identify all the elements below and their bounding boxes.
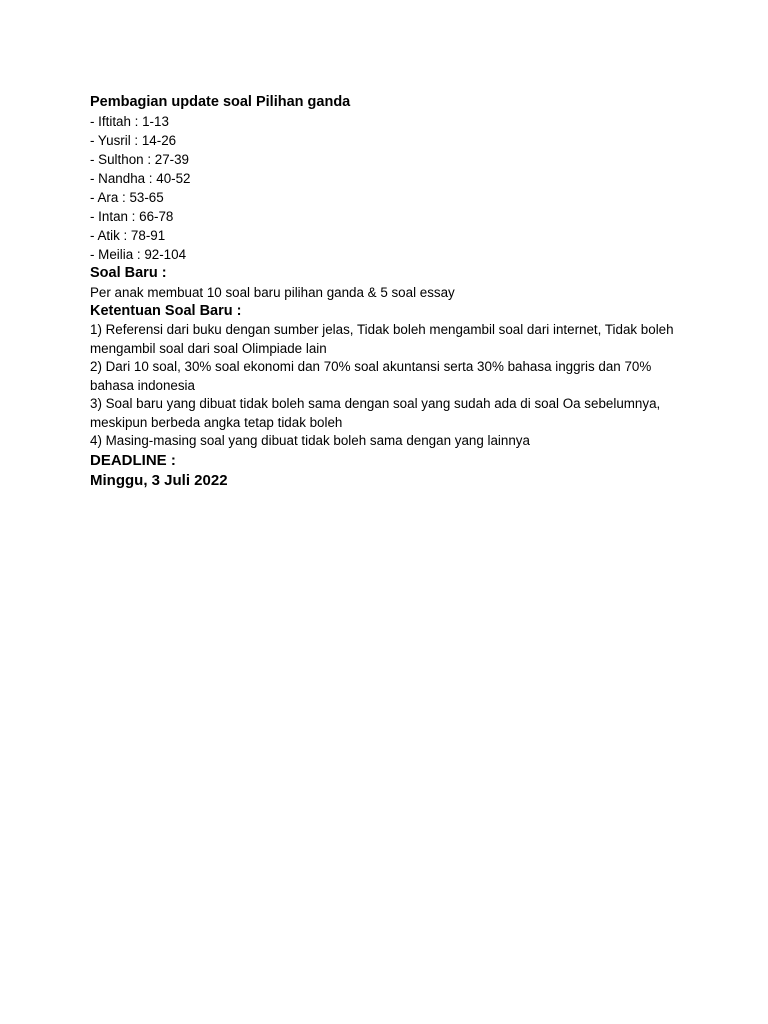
document-page bbox=[90, 93, 690, 491]
document-title: Pembagian update soal Pilihan ganda bbox=[90, 94, 351, 110]
assignment-list bbox=[90, 112, 690, 264]
deadline-heading: DEADLINE : bbox=[90, 451, 176, 469]
list-item: - Intan : 66-78 bbox=[90, 209, 174, 224]
rule-item: 4) Masing-masing soal yang dibuat tidak boleh sama dengan yang lainnya bbox=[90, 433, 530, 448]
list-item: - Nandha : 40-52 bbox=[90, 171, 191, 186]
list-item: - Atik : 78-91 bbox=[90, 228, 166, 243]
soal-baru-heading: Soal Baru : bbox=[90, 265, 167, 281]
list-item: - Yusril : 14-26 bbox=[90, 133, 177, 148]
ketentuan-heading: Ketentuan Soal Baru : bbox=[90, 303, 242, 319]
list-item: - Sulthon : 27-39 bbox=[90, 152, 190, 167]
list-item: - Iftitah : 1-13 bbox=[90, 114, 169, 129]
list-item: - Meilia : 92-104 bbox=[90, 247, 187, 262]
deadline-date: Minggu, 3 Juli 2022 bbox=[90, 471, 228, 489]
list-item: - Ara : 53-65 bbox=[90, 190, 164, 205]
rule-item: 2) Dari 10 soal, 30% soal ekonomi dan 70% soal akuntansi serta 30% bahasa inggris dan 70% bahasa indonesia bbox=[90, 359, 652, 393]
soal-baru-text: Per anak membuat 10 soal baru pilihan ganda & 5 soal essay bbox=[90, 285, 455, 300]
rule-item: 1) Referensi dari buku dengan sumber jelas, Tidak boleh mengambil soal dari internet, Tidak boleh mengambil soal dari soal Olimpiade lain bbox=[90, 322, 674, 356]
ketentuan-rules bbox=[90, 321, 690, 451]
rule-item: 3) Soal baru yang dibuat tidak boleh sama dengan soal yang sudah ada di soal Oa sebelumnya, meskipun berbeda angka tetap tidak boleh bbox=[90, 396, 661, 430]
